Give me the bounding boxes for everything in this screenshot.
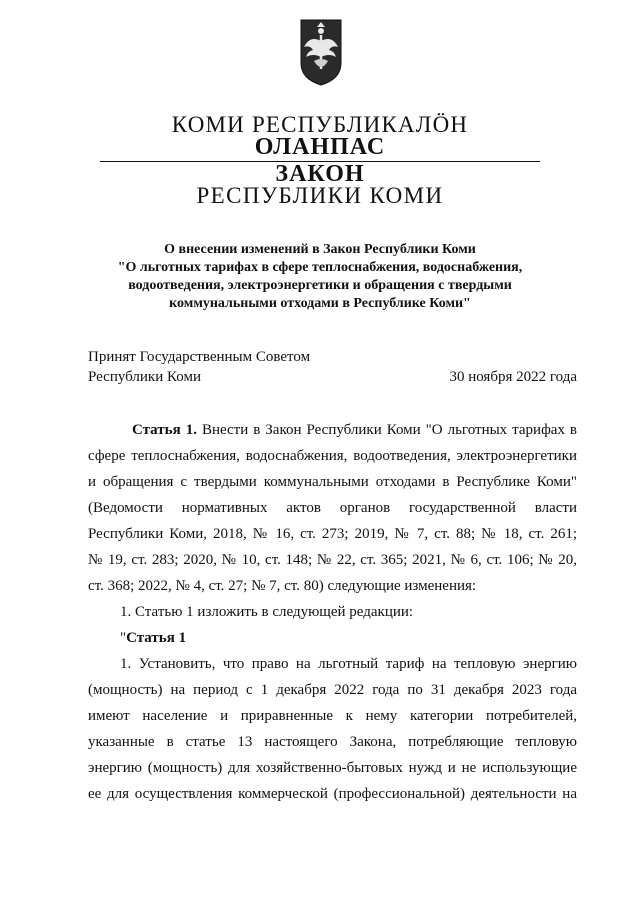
komi-coat-of-arms-icon: [298, 17, 344, 87]
paragraph-line: 1. Установить, что право на льготный тариф на тепловую энергию: [120, 656, 577, 672]
paragraph-line: энергию (мощность) для хозяйственно-бытовых нужд и не использующие: [88, 760, 577, 776]
law-title: [80, 241, 560, 313]
article-line: и обращения с твердыми коммунальными отходами в Республике Коми": [88, 474, 577, 490]
adoption-line: Республики Коми: [88, 369, 201, 385]
adoption-date: 30 ноября 2022 года: [449, 369, 577, 385]
header-zakon: ЗАКОН: [275, 161, 365, 187]
law-title-line: коммунальными отходами в Республике Коми": [169, 296, 471, 311]
quoted-article-label: Статья 1: [126, 630, 187, 646]
adoption-authority: [88, 347, 310, 387]
paragraph-line: указанные в статье 13 настоящего Закона, потребляющие тепловую: [88, 734, 577, 750]
paragraph-line: ее для осуществления коммерческой (профессиональной) деятельности на: [88, 786, 577, 802]
quoted-article-heading: "Статья 1: [120, 630, 187, 646]
law-title-line: водоотведения, электроэнергетики и обращения с твердыми: [128, 278, 512, 293]
article-label: Статья 1.: [132, 422, 197, 438]
article-line: сфере теплоснабжения, водоснабжения, водоотведения, электроэнергетики: [88, 448, 577, 464]
article-line: Республики Коми, 2018, № 16, ст. 273; 2019, № 7, ст. 88; № 18, ст. 261;: [88, 526, 577, 542]
paragraph-line: (мощность) на период с 1 декабря 2022 года по 31 декабря 2023 года: [88, 682, 577, 698]
law-title-line: "О льготных тарифах в сфере теплоснабжения, водоснабжения,: [117, 260, 523, 275]
paragraph-line: имеют население и приравненные к нему категории потребителей,: [88, 708, 577, 724]
header-olanpas: ОЛАНПАС: [254, 134, 386, 160]
law-title-line: О внесении изменений в Закон Республики Коми: [164, 242, 476, 257]
amendment-item: 1. Статью 1 изложить в следующей редакции:: [120, 604, 414, 620]
article-line: (Ведомости нормативных актов органов государственной власти: [88, 500, 577, 516]
article-line: Статья 1. Внести в Закон Республики Коми "О льготных тарифах в: [132, 422, 577, 438]
article-body: [88, 417, 577, 807]
article-line: ст. 368; 2022, № 4, ст. 27; № 7, ст. 80) следующие изменения:: [88, 578, 477, 594]
adoption-line: Принят Государственным Советом: [88, 349, 311, 365]
header-komi-line: КОМИ РЕСПУБЛИКАЛÖН: [171, 112, 469, 137]
header-respubliki: РЕСПУБЛИКИ КОМИ: [196, 183, 444, 208]
article-line: № 19, ст. 283; 2020, № 10, ст. 148; № 22, ст. 365; 2021, № 6, ст. 106; № 20,: [88, 552, 577, 568]
